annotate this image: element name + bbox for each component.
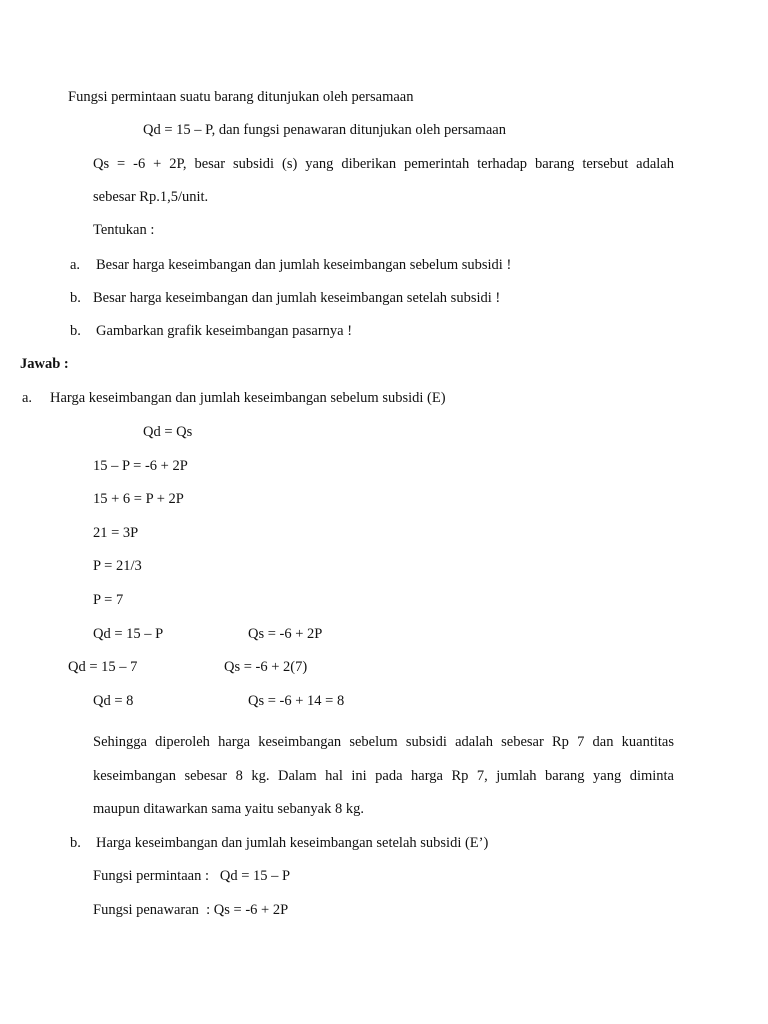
supply-calc: Qs = -6 + 14 = 8: [248, 693, 345, 709]
demand-function-restated: Fungsi permintaan : Qd = 15 – P: [93, 868, 291, 884]
task-item: Gambarkan grafik keseimbangan pasarnya !: [96, 323, 353, 339]
demand-calc: Qd = 15 – 7: [68, 659, 138, 675]
task-item: Besar harga keseimbangan dan jumlah keseimbangan sebelum subsidi !: [96, 257, 512, 273]
task-item: Besar harga keseimbangan dan jumlah keseimbangan setelah subsidi !: [93, 290, 501, 306]
equation-step: 21 = 3P: [93, 525, 139, 541]
supply-calc: Qs = -6 + 2(7): [224, 659, 308, 675]
problem-intro: Fungsi permintaan suatu barang ditunjukan oleh persamaan: [68, 89, 414, 105]
demand-calc: Qd = 8: [93, 693, 134, 709]
supply-calc: Qs = -6 + 2P: [248, 626, 323, 642]
demand-calc: Qd = 15 – P: [93, 626, 164, 642]
task-marker: a.: [70, 257, 81, 273]
task-marker: b.: [70, 323, 81, 339]
equation-step: 15 + 6 = P + 2P: [93, 491, 184, 507]
supply-function-line: Qs = -6 + 2P, besar subsidi (s) yang diberikan pemerintah terhadap barang tersebut adalah: [93, 156, 674, 172]
part-a-marker: a.: [22, 390, 33, 406]
part-a-title: Harga keseimbangan dan jumlah keseimbangan sebelum subsidi (E): [50, 390, 446, 406]
equation-step: P = 21/3: [93, 558, 142, 574]
subsidy-amount-line: sebesar Rp.1,5/unit.: [93, 189, 209, 205]
supply-function-restated: Fungsi penawaran : Qs = -6 + 2P: [93, 902, 289, 918]
part-b-marker: b.: [70, 835, 81, 851]
demand-function-line: Qd = 15 – P, dan fungsi penawaran ditunjukan oleh persamaan: [143, 122, 506, 138]
equation-step: P = 7: [93, 592, 124, 608]
equation-step: 15 – P = -6 + 2P: [93, 458, 188, 474]
part-b-title: Harga keseimbangan dan jumlah keseimbangan setelah subsidi (E’): [96, 835, 489, 851]
answer-heading: Jawab :: [20, 356, 69, 372]
task-marker: b.: [70, 290, 81, 306]
equation-step: Qd = Qs: [143, 424, 193, 440]
tentukan-label: Tentukan :: [93, 222, 155, 238]
conclusion-line: Sehingga diperoleh harga keseimbangan sebelum subsidi adalah sebesar Rp 7 dan kuantitas: [93, 734, 674, 750]
conclusion-line: keseimbangan sebesar 8 kg. Dalam hal ini pada harga Rp 7, jumlah barang yang diminta: [93, 768, 674, 784]
conclusion-line: maupun ditawarkan sama yaitu sebanyak 8 kg.: [93, 801, 364, 817]
